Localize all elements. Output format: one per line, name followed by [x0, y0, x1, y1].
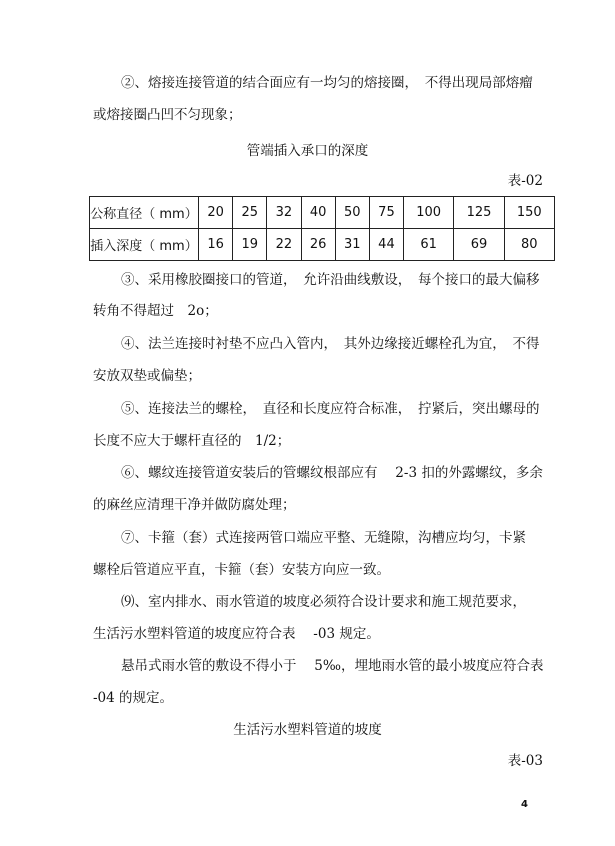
paragraph-7-line-2: 螺栓后管道应平直，卡箍（套）安装方向应一致。 [93, 562, 390, 578]
table1-ref: 表-02 [507, 173, 543, 189]
table-cell: 44 [369, 229, 403, 261]
paragraph-3-line-1: ③、采用橡胶圈接口的管道， 允许沿曲线敷设， 每个接口的最大偏移 [121, 272, 540, 288]
table-row-label: 公称直径（ mm） [90, 197, 199, 229]
table-cell: 40 [301, 197, 335, 229]
table-row-label: 插入深度（ mm） [90, 229, 199, 261]
table-cell: 20 [199, 197, 233, 229]
paragraph-4-line-2: 安放双垫或偏垫； [93, 368, 201, 384]
paragraph-6-line-2: 的麻丝应清理干净并做防腐处理； [93, 497, 296, 513]
table-cell: 150 [504, 197, 554, 229]
paragraph-5-line-2: 长度不应大于螺杆直径的 1/2； [93, 433, 291, 449]
table-cell: 22 [267, 229, 301, 261]
table-cell: 75 [369, 197, 403, 229]
paragraph-2-line-1: ②、熔接连接管道的结合面应有一均匀的熔接圈， 不得出现局部熔瘤 [121, 75, 533, 91]
table2-title: 生活污水塑料管道的坡度 [233, 722, 382, 738]
table-cell: 26 [301, 229, 335, 261]
insertion-depth-table [89, 196, 555, 261]
table-cell: 32 [267, 197, 301, 229]
paragraph-2-line-2: 或熔接圈凸凹不匀现象； [93, 107, 242, 123]
table-cell: 25 [233, 197, 267, 229]
table-cell: 125 [454, 197, 504, 229]
paragraph-3-line-2: 转角不得超过 2o； [93, 303, 218, 319]
table2-ref: 表-03 [507, 753, 543, 769]
paragraph-6-line-1: ⑥、螺纹连接管道安装后的管螺纹根部应有 2-3 扣的外露螺纹，多余 [121, 465, 543, 481]
page-number: 4 [521, 799, 528, 810]
table-row [90, 197, 555, 229]
table-cell: 69 [454, 229, 504, 261]
paragraph-10-line-1: 悬吊式雨水管的敷设不得小于 5‰，埋地雨水管的最小坡度应符合表 [121, 658, 544, 674]
table-row [90, 229, 555, 261]
paragraph-9-line-1: ⑼、室内排水、雨水管道的坡度必须符合设计要求和施工规范要求， [121, 594, 526, 610]
paragraph-9-line-2: 生活污水塑料管道的坡度应符合表 -03 规定。 [93, 626, 380, 642]
paragraph-10-line-2: -04 的规定。 [93, 690, 174, 706]
paragraph-4-line-1: ④、法兰连接时衬垫不应凸入管内， 其外边缘接近螺栓孔为宜， 不得 [121, 336, 540, 352]
table-cell: 80 [504, 229, 554, 261]
table1-title: 管端插入承口的深度 [246, 143, 369, 159]
table-cell: 16 [199, 229, 233, 261]
paragraph-7-line-1: ⑦、卡箍（套）式连接两管口端应平整、无缝隙，沟槽应均匀，卡紧 [121, 530, 526, 546]
table-cell: 100 [404, 197, 454, 229]
paragraph-5-line-1: ⑤、连接法兰的螺栓， 直径和长度应符合标准， 拧紧后，突出螺母的 [121, 401, 540, 417]
table-cell: 61 [404, 229, 454, 261]
table-cell: 19 [233, 229, 267, 261]
table-cell: 31 [335, 229, 369, 261]
table-cell: 50 [335, 197, 369, 229]
